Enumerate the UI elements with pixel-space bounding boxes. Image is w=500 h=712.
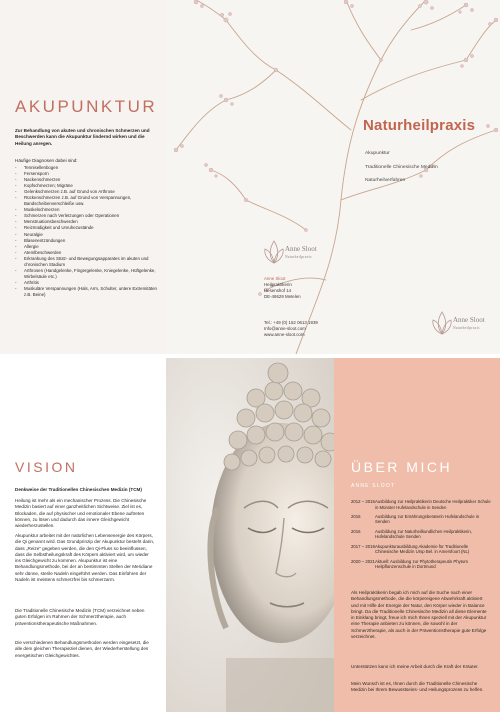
cv-year: 2016 (351, 528, 361, 534)
cv-entry (351, 529, 491, 540)
address-city: DE-48629 Metelen (264, 294, 301, 300)
logo-subtitle: Naturheilpraxis (285, 255, 312, 259)
list-item: - Schmerzen nach Verletzungen oder Operationen (15, 213, 160, 219)
service-item: Traditionelle Chinesische Medizin (365, 164, 438, 170)
vision-paragraph: Die verschiedenen Behandlungsmethoden werden eingesetzt, die alle dem gleichen Therapieziel dienen, der Wiederherstellung des energetischen Gleichgewichtes. (15, 640, 149, 658)
list-item: - Gelenkschmerzen z.B. auf Grund von Arthrose (15, 189, 160, 195)
cv-year: 2016 (351, 513, 361, 519)
uber-mich-paragraph: Als Heilpraktikerin begab ich mich auf die Suche nach einer Behandlungsmethode, die die körpereigene Abwehrkraft aktiviert und mit Hilfe der Energie der Natur, den Körper wieder in Balance bringt. Da die Traditionelle Chinesische Medizin all diese Elemente in Einklang bringt, freue ich mich Ihnen speziell mit der Akupunktur eine Therapie anbieten zu können, die sowohl in der Schmerztherapie, als auch in der Präventionstherapie gute Erfolge verzeichnet. (351, 590, 487, 640)
akupunktur-heading: AKUPUNKTUR (15, 97, 158, 116)
address-block (264, 276, 384, 300)
vision-paragraph: Akupunktur arbeitet mit der natürlichen Lebensenergie des Körpers, die Qi genannt wird. Das Grundprinzip der Akupunktur besteht darin, dass „Reize" gegeben werden, die den Qi-Fluss so beeinflussen, dass die Selbstheilungskraft des Körpers aktiviert wird, um wieder ins Gleichgewicht zu kommen. Akupunktur ist eine Behandlungsmethode, bei der an bestimmten Stellen der Meridiane sehr dünne, sterile Nadeln eingeführt werden. Das Einführen der Nadeln ist meistens schmerzfrei bis schmerzarm. (15, 533, 155, 583)
logo-name: Anne Sloot (453, 316, 485, 324)
contact-block (264, 320, 384, 338)
diagnoses-list (15, 165, 160, 298)
cv-year: 2012 – 2015 (351, 499, 375, 504)
list-item: - Blasenentzündungen (15, 238, 160, 244)
logo-name: Anne Sloot (285, 245, 317, 253)
vision-subtitle: Denkweise der Traditionellen Chinesischen Medizin (TCM) (15, 487, 142, 492)
cv-text: Ausbildung zur Ernährungsberaterin Hufelandschule in Senden (375, 513, 480, 525)
list-item: - Muskelschmerzen (15, 207, 160, 213)
service-item: Naturheilverfahren (365, 178, 406, 183)
buddha-image (166, 358, 334, 712)
list-item: - Fersensporn (15, 171, 160, 177)
akupunktur-panel (0, 0, 166, 354)
list-item: - Nackenschmerzen (15, 177, 160, 183)
list-item: - Muskuläre Verspannungen (Hals, Arm, Schulter, untere Extremitäten z.B. Beine) (15, 286, 160, 298)
services-list (365, 151, 495, 192)
cv-year: 2017 – 2019 (351, 543, 375, 549)
website-link[interactable]: www.anne-sloot.com (264, 332, 305, 338)
cv-text: Akupunkturausbildung Akademie für Traditionelle Chinesische Medizin Ursp Bel. in Amersfoort (NL) (375, 543, 470, 555)
list-item: - Erkrankung des Stütz- und Bewegungsapparates im akuten und chronischen Stadium (15, 256, 160, 268)
list-item: - Kopfschmerzen; Migräne (15, 183, 160, 189)
cover-title: Naturheilpraxis (363, 117, 476, 134)
service-item: Akupunktur (365, 151, 390, 156)
uber-mich-paragraph: Unterstützen kann ich meine Arbeit durch die Kraft der Kräuter. (351, 664, 479, 669)
list-item: - Rückenschmerzen z.B. auf Grund von Verspannungen, Bandscheibenverschleiße usw. (15, 195, 160, 207)
phone-text: Tel.: +49 (0) 152 0613 1939 (264, 320, 318, 325)
logo-subtitle: Naturheilpraxis (453, 326, 480, 330)
cv-text: Ausbildung zur Heilpraktikerin Deutsche Heilpraktiker Schule in Münster Hufelandschule in Senden (375, 499, 491, 510)
uber-mich-paragraph: Mein Wunsch ist es, Ihnen durch die Traditionelle Chinesische Medizin bei Ihrem Bewusstseins- und Heilungsprozess zu helfen. (351, 681, 484, 693)
list-item: - Menstruationsbeschwerden (15, 219, 160, 225)
address-name: Anne Sloot (264, 276, 286, 281)
lotus-logo-icon (431, 308, 453, 338)
cv-year: 2020 – 2021 (351, 558, 375, 564)
cv-text: Ausbildung zur Naturheilkundlichen Heilpraktikerin, Hufelandschule Senden (375, 528, 472, 540)
cv-entry (351, 514, 491, 525)
buddha-head-image (166, 358, 334, 712)
vision-panel (0, 358, 166, 712)
list-item: - Atemlbeschwerden (15, 250, 160, 256)
list-item: - Reizmüdigkeit und Unruhezustände (15, 225, 160, 231)
diagnoses-title: Häufige Diagnosen dabei sind: (15, 158, 78, 163)
list-item: - Tennisellenbogen (15, 165, 160, 171)
cv-list (351, 499, 491, 573)
vision-paragraph: Heilung ist mehr als ein mechanischer Prozess. Die Chinesische Medizin basiert auf einer ganzheitlichen Sichtweise. Ziel ist es, Blockaden, die auf physischer und emotionaler Ebene auftreten können, zu lösen und dadurch das innere Gleichgewicht wiederherzustellen. (15, 498, 147, 529)
list-item: - Neuralgie (15, 232, 160, 238)
uber-mich-name: ANNE SLOOT (351, 483, 396, 489)
lotus-logo-icon (263, 237, 285, 267)
vision-paragraph: Die Traditionelle Chinesische Medizin (TCM) verzeichnet neben guten Erfolgen im Rahmen der Schmerztherapie, auch präventionstherapeutische Maßnahmen. (15, 608, 145, 626)
uber-mich-heading: ÜBER MICH (351, 459, 453, 475)
email-link[interactable]: Info@anne-sloot.com (264, 326, 306, 332)
list-item: - Allergie (15, 244, 160, 250)
akupunktur-intro: Zur Behandlung von akuten und chronischen Schmerzen und Beschwerden kann die Akupunktur lindernd wirken und die Heilung anregen. (15, 128, 150, 146)
logo (431, 308, 495, 342)
cv-text: Aktuell: Ausbildung zur Phytotherapeutin Phytum Heilpflanzenschule in Dortmund (375, 558, 468, 570)
vision-heading: VISION (15, 459, 78, 475)
logo (263, 237, 327, 271)
list-item: - Arthritis (15, 280, 160, 286)
cv-entry (351, 544, 491, 555)
address-street: Hesenshof 14 (264, 288, 292, 294)
list-item: - Arthrosen (Handgelenke, Fingergelenke, Kniegelenke, Hüftgelenke, Wirbelsäule etc.) (15, 268, 160, 280)
uber-mich-panel (334, 358, 500, 712)
address-role: Heilpraktikerin (264, 282, 292, 288)
cover-panel (166, 0, 500, 354)
cv-entry (351, 499, 491, 510)
cv-entry (351, 559, 491, 570)
